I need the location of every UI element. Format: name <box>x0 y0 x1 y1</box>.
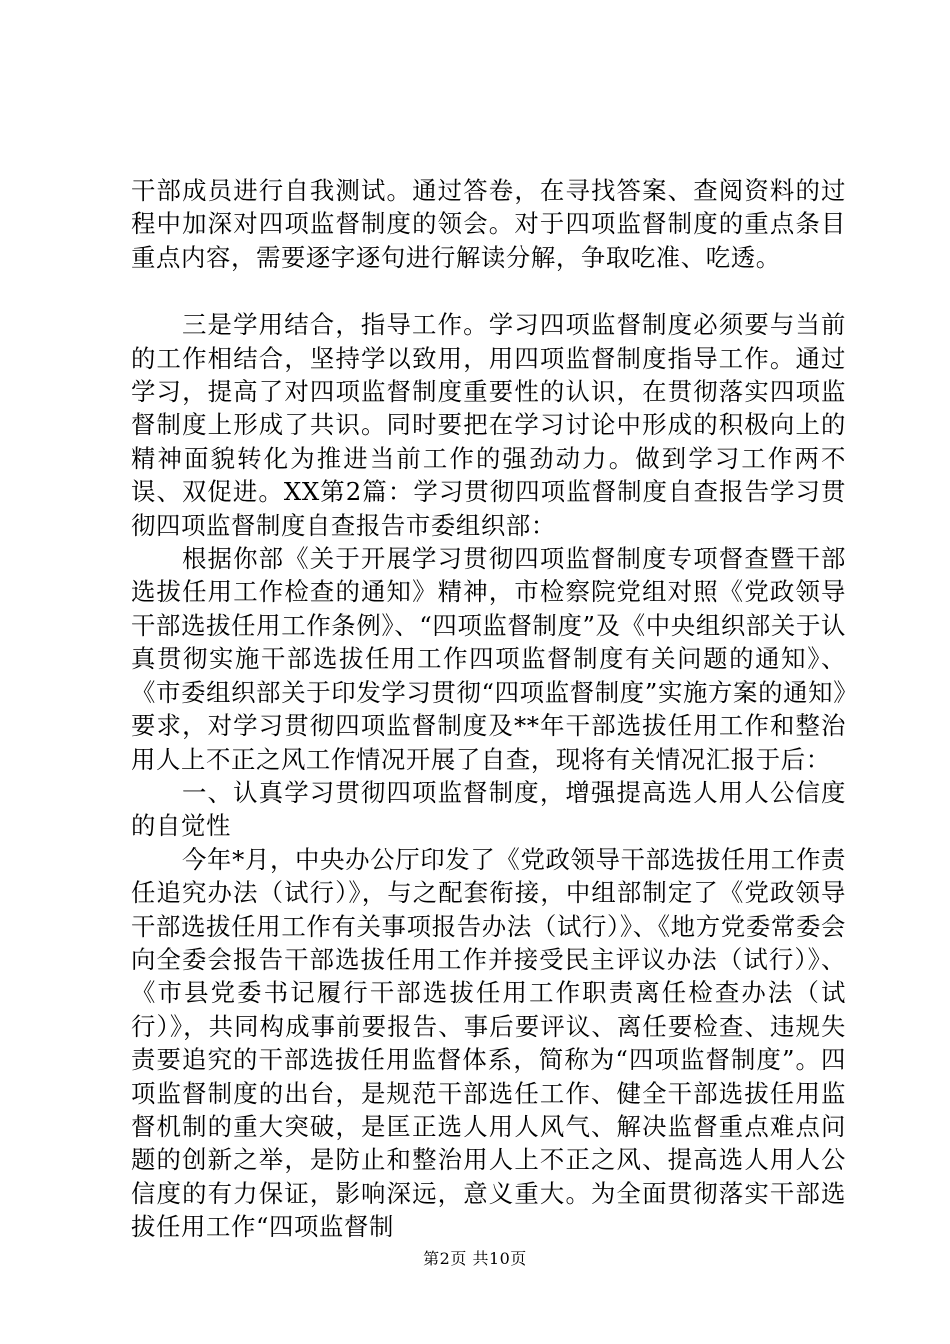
paragraph-continuation: 干部成员进行自我测试。通过答卷，在寻找答案、查阅资料的过程中加深对四项监督制度的领会。对于四项监督制度的重点条目重点内容，需要逐字逐句进行解读分解，争取吃准、吃透。 <box>131 176 846 272</box>
paragraph-report-intro: 根据你部《关于开展学习贯彻四项监督制度专项督查暨干部选拔任用工作检查的通知》精神，市检察院党组对照《党政领导干部选拔任用工作条例》、“四项监督制度”及《中央组织部关于认真贯彻实施干部选拔任用工作四项监督制度有关问题的通知》、《市委组织部关于印发学习贯彻“四项监督制度”实施方案的通知》要求，对学习贯彻四项监督制度及**年干部选拔任用工作和整治用人上不正之风工作情况开展了自查，现将有关情况汇报于后： <box>131 544 846 774</box>
paragraph-background: 今年*月，中央办公厅印发了《党政领导干部选拔任用工作责任追究办法（试行）》，与之配套衔接，中组部制定了《党政领导干部选拔任用工作有关事项报告办法（试行）》、《地方党委常委会向全委会报告干部选拔任用工作并接受民主评议办法（试行）》、《市县党委书记履行干部选拔任用工作职责离任检查办法（试行）》，共同构成事前要报告、事后要评议、离任要检查、违规失责要追究的干部选拔任用监督体系，简称为“四项监督制度”。四项监督制度的出台，是规范干部选任工作、健全干部选拔任用监督机制的重大突破，是匡正选人用人风气、解决监督重点难点问题的创新之举，是防止和整治用人上不正之风、提高选人用人公信度的有力保证，影响深远，意义重大。为全面贯彻落实干部选拔任用工作“四项监督制 <box>131 844 846 1242</box>
section-heading-one: 一、认真学习贯彻四项监督制度，增强提高选人用人公信度的自觉性 <box>131 777 846 841</box>
paragraph-section-three: 三是学用结合，指导工作。学习四项监督制度必须要与当前的工作相结合，坚持学以致用，用四项监督制度指导工作。通过学习，提高了对四项监督制度重要性的认识，在贯彻落实四项监督制度上形成了共识。同时要把在学习讨论中形成的积极向上的精神面貌转化为推进当前工作的强劲动力。做到学习工作两不误、双促进。XX第2篇：学习贯彻四项监督制度自查报告学习贯彻四项监督制度自查报告市委组织部： <box>131 310 846 540</box>
document-body <box>131 174 846 1244</box>
page-footer: 第2页 共10页 <box>423 1249 527 1268</box>
